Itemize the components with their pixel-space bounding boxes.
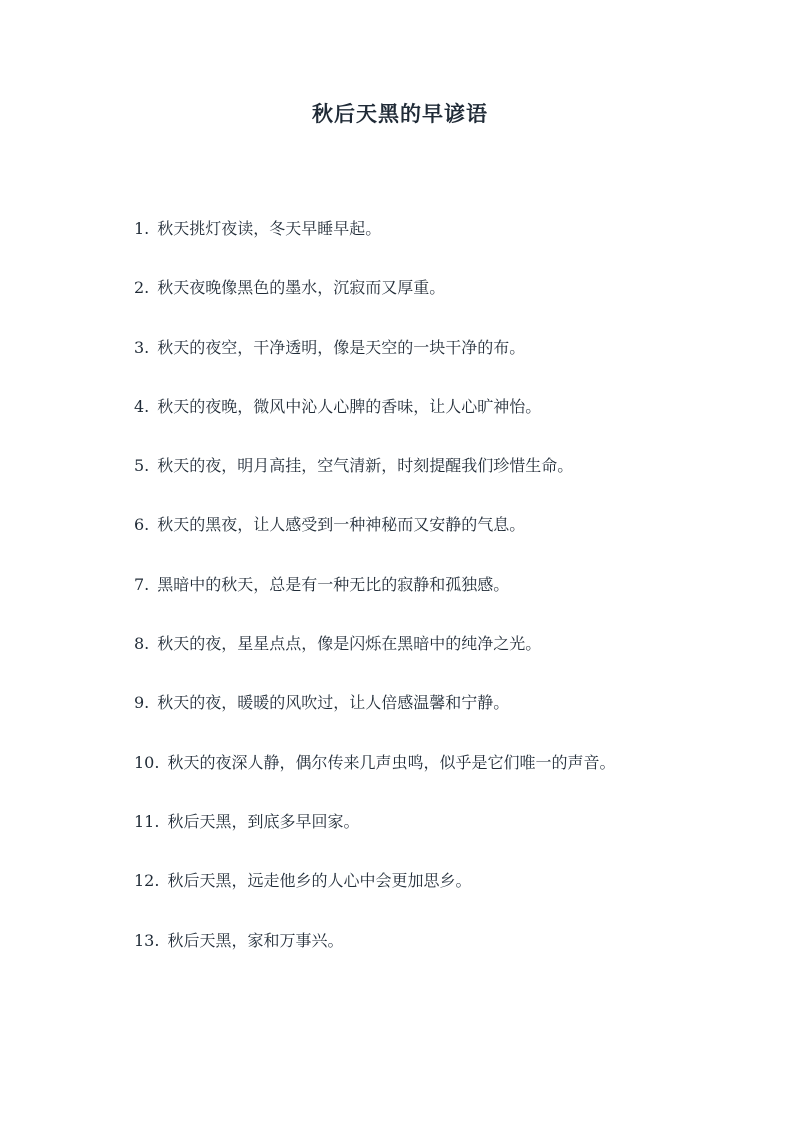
item-number: 3. <box>134 337 150 357</box>
item-text: 秋天的夜，明月高挂，空气清新，时刻提醒我们珍惜生命。 <box>157 456 574 476</box>
item-text: 秋后天黑，远走他乡的人心中会更加思乡。 <box>167 871 472 891</box>
item-number: 5. <box>134 456 150 476</box>
list-item <box>134 510 615 569</box>
item-number: 10. <box>134 752 160 772</box>
list-item <box>134 273 615 332</box>
item-number: 1. <box>134 219 150 238</box>
item-text: 秋天的黑夜，让人感受到一种神秘而又安静的气息。 <box>157 515 526 535</box>
item-number: 7. <box>134 574 150 594</box>
item-text: 秋天的夜空，干净透明，像是天空的一块干净的布。 <box>157 337 526 357</box>
list-item <box>134 214 615 273</box>
item-number: 13. <box>134 930 160 950</box>
item-number: 11. <box>134 811 160 831</box>
item-number: 6. <box>134 515 150 535</box>
page-title: 秋后天黑的早谚语 <box>312 101 488 126</box>
item-number: 2. <box>134 278 150 298</box>
list-item <box>134 570 615 629</box>
list-item <box>134 392 615 451</box>
list-item <box>134 688 615 747</box>
item-text: 秋天的夜晚，微风中沁人心脾的香味，让人心旷神怡。 <box>157 396 542 416</box>
list-item <box>134 629 615 688</box>
item-text: 秋天夜晚像黑色的墨水，沉寂而又厚重。 <box>157 278 446 298</box>
item-text: 秋天的夜，暖暖的风吹过，让人倍感温馨和宁静。 <box>157 693 510 713</box>
list-item <box>134 451 615 510</box>
list-item <box>134 807 615 866</box>
item-text: 秋天挑灯夜读，冬天早睡早起。 <box>157 219 382 238</box>
item-number: 12. <box>134 871 160 891</box>
item-number: 8. <box>134 634 150 654</box>
list-item <box>134 866 615 925</box>
proverb-list <box>134 214 615 985</box>
list-item <box>134 926 615 985</box>
item-text: 秋后天黑，到底多早回家。 <box>167 811 360 831</box>
item-number: 9. <box>134 693 150 713</box>
item-text: 黑暗中的秋天，总是有一种无比的寂静和孤独感。 <box>157 574 510 594</box>
item-number: 4. <box>134 396 150 416</box>
item-text: 秋天的夜深人静，偶尔传来几声虫鸣，似乎是它们唯一的声音。 <box>167 752 616 772</box>
item-text: 秋后天黑，家和万事兴。 <box>167 930 344 950</box>
list-item <box>134 333 615 392</box>
item-text: 秋天的夜，星星点点，像是闪烁在黑暗中的纯净之光。 <box>157 634 542 654</box>
list-item <box>134 748 615 807</box>
